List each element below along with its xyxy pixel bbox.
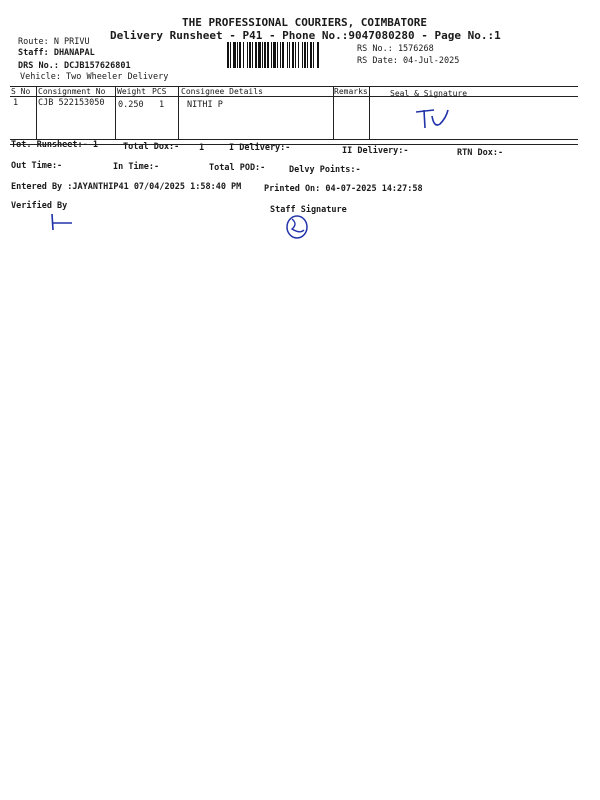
total-dox-value: 1 bbox=[199, 143, 205, 153]
verified-signature-icon bbox=[44, 210, 78, 232]
drs-number: DRS No.: DCJB157626801 bbox=[18, 61, 131, 71]
rs-date: RS Date: 04-Jul-2025 bbox=[357, 56, 460, 66]
in-time: In Time:- bbox=[113, 162, 160, 172]
row-sno: 1 bbox=[13, 98, 19, 108]
verified-by-label: Verified By bbox=[11, 201, 68, 211]
row-consignee: NITHI P bbox=[187, 100, 223, 110]
rs-number: RS No.: 1576268 bbox=[357, 44, 434, 54]
col-header-sno: S No bbox=[11, 87, 31, 96]
col-header-pcs: PCS bbox=[152, 87, 167, 96]
total-pod: Total POD:- bbox=[209, 163, 266, 173]
staff-label: Staff: DHANAPAL bbox=[18, 48, 95, 58]
col-header-consignee: Consignee Details bbox=[181, 87, 263, 96]
runsheet-title: Delivery Runsheet - P41 - Phone No.:9047080280 - Page No.:1 bbox=[110, 29, 501, 42]
col-header-weight: Weight bbox=[117, 87, 146, 96]
out-time: Out Time:- bbox=[11, 161, 63, 171]
tot-runsheet: Tot. Runsheet:- 1 bbox=[11, 140, 98, 150]
company-name: THE PROFESSIONAL COURIERS, COIMBATORE bbox=[182, 16, 428, 29]
delvy-points: Delvy Points:- bbox=[289, 165, 361, 175]
rtn-dox: RTN Dox:- bbox=[457, 148, 504, 158]
route-label: Route: N PRIVU bbox=[18, 37, 90, 47]
printed-on: Printed On: 04-07-2025 14:27:58 bbox=[264, 184, 423, 194]
staff-signature-label: Staff Signature bbox=[270, 205, 347, 215]
total-dox-label: Total Dox:- bbox=[123, 142, 180, 152]
vehicle-label: Vehicle: Two Wheeler Delivery bbox=[20, 72, 169, 82]
col-header-remarks: Remarks bbox=[334, 87, 368, 96]
entered-by: Entered By :JAYANTHIP41 07/04/2025 1:58:40 PM bbox=[11, 182, 242, 192]
staff-signature-icon bbox=[280, 212, 314, 242]
row-weight: 0.250 bbox=[118, 100, 144, 110]
col-header-consignment: Consignment No bbox=[38, 87, 106, 96]
barcode-image bbox=[227, 42, 353, 68]
ii-delivery: II Delivery:- bbox=[342, 146, 409, 156]
consignee-signature-icon bbox=[410, 104, 454, 134]
i-delivery: I Delivery:- bbox=[229, 143, 291, 153]
col-header-seal-signature: Seal & Signature bbox=[390, 89, 468, 98]
row-pcs: 1 bbox=[159, 100, 165, 110]
row-consignment: CJB 522153050 bbox=[38, 98, 105, 108]
